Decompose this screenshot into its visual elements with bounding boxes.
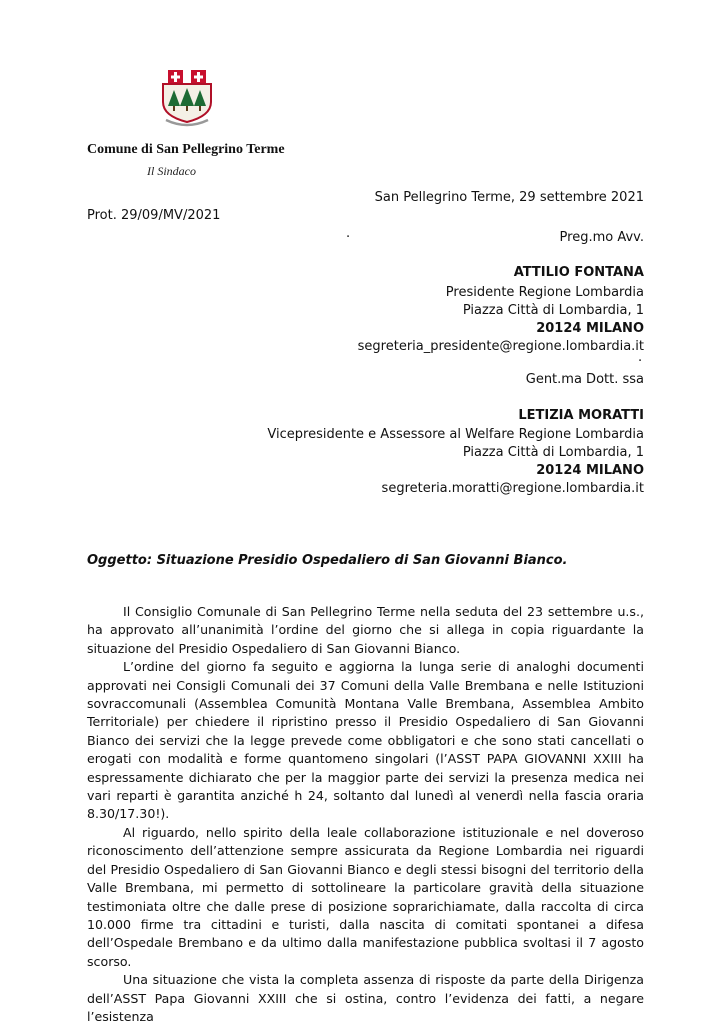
- sender-role: Il Sindaco: [147, 164, 196, 178]
- body-paragraph: L’ordine del giorno fa seguito e aggiorna la lunga serie di analoghi documenti approvati nei Consigli Comunali dei 37 Comuni della Valle Brembana e nelle Istituzioni sovraccomunali (Assemblea Comunità Montana Valle Brembana, Assemblea Ambito Territoriale) per chiedere il ripristino presso il Presidio Ospedaliero di San Giovanni Bianco dei servizi che la legge prevede come obbligatori e che sono stati cancellati o erogati con modalità e forme quantomeno singolari (l’ASST PAPA GIOVANNI XXIII ha espressamente dichiarato che per la maggior parte dei servizi la presenza medica nei vari reparti è garantita anziché h 24, soltanto dal lunedì al venerdì nella fascia oraria 8.30/17.30!).: [87, 659, 644, 822]
- body-paragraph: Il Consiglio Comunale di San Pellegrino Terme nella seduta del 23 settembre u.s., ha approvato all’unanimità l’ordine del giorno che si allega in copia riguardante la situazione del Presidio Ospedaliero di San Giovanni Bianco.: [87, 604, 644, 656]
- recipient-1-email: segreteria_presidente@regione.lombardia.it: [357, 339, 644, 354]
- recipient-2-email: segreteria.moratti@regione.lombardia.it: [381, 481, 644, 496]
- municipal-coat-of-arms: [158, 68, 216, 130]
- dot-mark: .: [346, 226, 351, 241]
- place-and-date: San Pellegrino Terme, 29 settembre 2021: [374, 190, 644, 205]
- body-paragraph: Al riguardo, nello spirito della leale collaborazione istituzionale e nel doveroso riconoscimento dell’attenzione sempre assicurata da Regione Lombardia nei riguardi del Presidio Ospedaliero di San Giovanni Bianco e degli stessi bisogni del territorio della Valle Brembana, mi permetto di sottolineare la particolare gravità della situazione testimoniata oltre che dalle prese di posizione soprarichiamate, dalla raccolta di circa 10.000 firme tra cittadini e turisti, dalla nascita di comitati spontanei a difesa dell’Ospedale Brembano e da ultimo dalla manifestazione pubblica svoltasi il 7 agosto scorso.: [87, 824, 644, 969]
- dot-mark: .: [638, 350, 643, 365]
- letter-body: [87, 603, 644, 1026]
- protocol-number: Prot. 29/09/MV/2021: [87, 208, 221, 223]
- recipient-2-name: LETIZIA MORATTI: [518, 408, 644, 423]
- recipient-1-city: 20124 MILANO: [536, 321, 644, 336]
- letter-subject: Oggetto: Situazione Presidio Ospedaliero di San Giovanni Bianco.: [87, 553, 568, 568]
- recipient-2-title: Vicepresidente e Assessore al Welfare Regione Lombardia: [267, 427, 644, 442]
- recipient-1-title: Presidente Regione Lombardia: [445, 285, 644, 300]
- recipient-2-city: 20124 MILANO: [536, 463, 644, 478]
- recipient-1-name: ATTILIO FONTANA: [513, 265, 644, 280]
- recipient-2-salutation: Gent.ma Dott. ssa: [525, 372, 644, 387]
- body-paragraph: Una situazione che vista la completa assenza di risposte da parte della Dirigenza dell’ASST Papa Giovanni XXIII che si ostina, contro l’evidenza dei fatti, a negare l’esistenza: [87, 972, 644, 1024]
- municipality-name: Comune di San Pellegrino Terme: [87, 142, 285, 157]
- recipient-1-salutation: Preg.mo Avv.: [559, 230, 644, 245]
- recipient-2-address: Piazza Città di Lombardia, 1: [462, 445, 644, 460]
- recipient-1-address: Piazza Città di Lombardia, 1: [462, 303, 644, 318]
